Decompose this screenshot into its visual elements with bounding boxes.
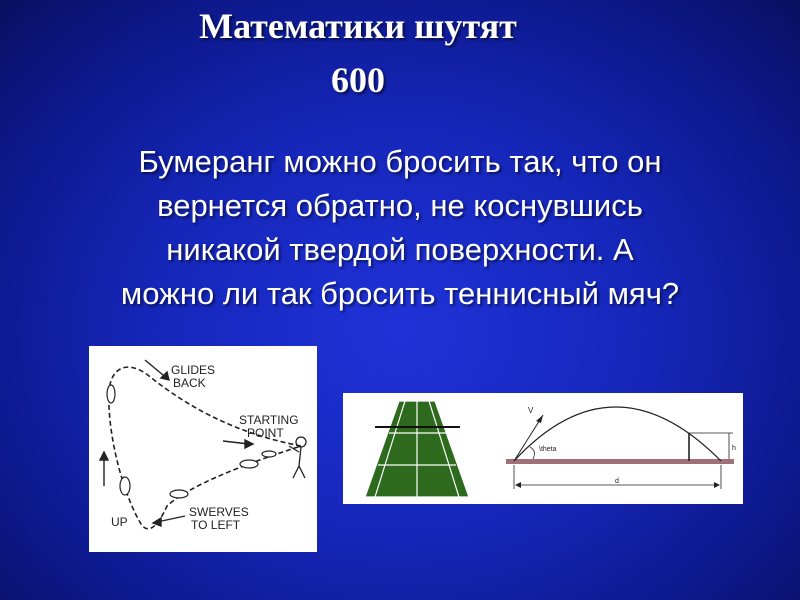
boomerang-diagram — [89, 346, 317, 552]
label-glides-line1: GLIDES — [171, 363, 216, 377]
question-line-4: можно ли так бросить теннисный мяч? — [120, 276, 680, 311]
label-swerves-line2: TO LEFT — [191, 518, 241, 532]
tennis-court — [365, 401, 469, 497]
question-text — [40, 140, 760, 316]
question-line-2: вернется обратно, не коснувшись — [157, 188, 643, 223]
question-line-1: Бумеранг можно бросить так, что он — [138, 144, 662, 179]
label-swerves-line1: SWERVES — [189, 505, 249, 519]
label-glides-line2: BACK — [173, 376, 206, 390]
score-value: 600 — [331, 60, 385, 100]
label-distance: d — [615, 478, 619, 485]
question-line-3: никакой твердой поверхности. А — [166, 232, 634, 267]
label-velocity: V — [528, 406, 534, 415]
tennis-diagram — [343, 393, 743, 504]
label-starting-line1: STARTING — [239, 413, 299, 427]
boomerang-shapes — [107, 385, 276, 498]
tennis-illustration — [343, 393, 743, 504]
label-starting-line2: POINT — [247, 426, 284, 440]
label-up: UP — [111, 515, 128, 529]
label-theta: \theta — [539, 446, 557, 453]
slide-title: Математики шутят — [199, 6, 517, 46]
boomerang-illustration — [89, 346, 317, 552]
thrower-figure — [289, 437, 306, 478]
label-height: h — [732, 445, 736, 452]
